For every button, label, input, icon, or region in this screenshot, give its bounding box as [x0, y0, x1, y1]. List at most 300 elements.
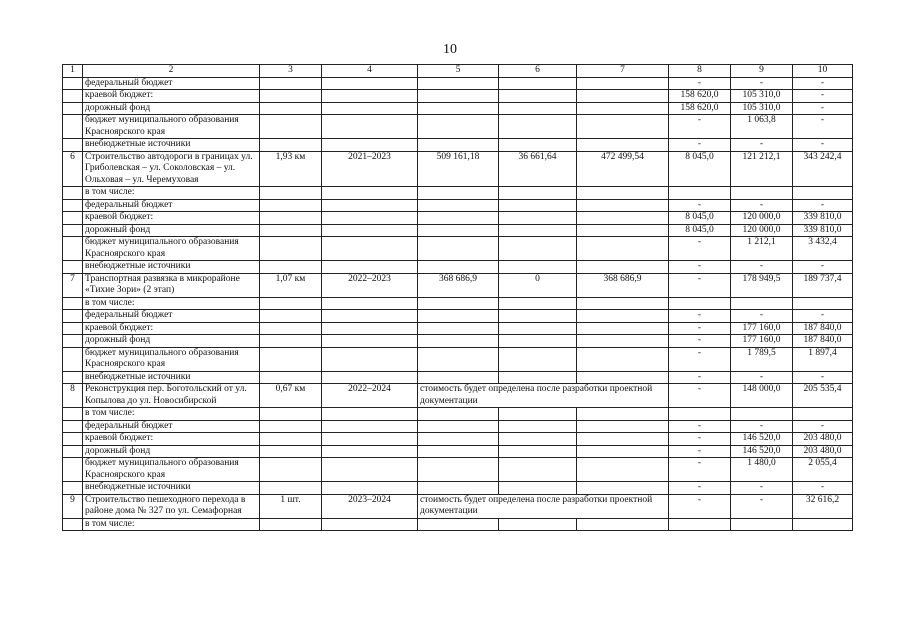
value-cell-2024: - — [793, 199, 853, 212]
header-cell: 4 — [322, 65, 418, 78]
period-cell — [322, 115, 418, 139]
sub-row — [63, 237, 853, 261]
capacity-cell — [260, 420, 322, 433]
remaining-cell: 472 499,54 — [577, 151, 669, 187]
item-name-cell: Транспортная развязка в микрорайоне «Тихие Зори» (2 этап) — [83, 273, 260, 297]
spent-cell — [499, 102, 577, 115]
value-cell-2023: 148 000,0 — [731, 384, 793, 408]
value-cell-2022: - — [669, 371, 731, 384]
item-name-cell: краевой бюджет: — [83, 212, 260, 225]
value-cell-2022 — [669, 187, 731, 200]
total-cost-cell — [418, 371, 499, 384]
spent-cell — [499, 237, 577, 261]
row-number-cell — [63, 371, 83, 384]
period-cell — [322, 297, 418, 310]
remaining-cell — [577, 297, 669, 310]
remaining-cell — [577, 102, 669, 115]
value-cell-2024: - — [793, 420, 853, 433]
value-cell-2023: - — [731, 199, 793, 212]
value-cell-2022: - — [669, 322, 731, 335]
capacity-cell — [260, 77, 322, 90]
remaining-cell — [577, 90, 669, 103]
remaining-cell — [577, 224, 669, 237]
sub-row — [63, 310, 853, 323]
value-cell-2024: 343 242,4 — [793, 151, 853, 187]
sub-row — [63, 199, 853, 212]
budget-table — [62, 64, 853, 531]
total-cost-cell — [418, 224, 499, 237]
value-cell-2023: - — [731, 310, 793, 323]
total-cost-cell — [418, 261, 499, 274]
item-name-cell: бюджет муниципального образования Красноярского края — [83, 458, 260, 482]
value-cell-2022: 8 045,0 — [669, 212, 731, 225]
value-cell-2022: - — [669, 237, 731, 261]
total-cost-cell — [418, 458, 499, 482]
row-number-cell — [63, 408, 83, 421]
remaining-cell — [577, 347, 669, 371]
spent-cell — [499, 77, 577, 90]
row-number-cell: 8 — [63, 384, 83, 408]
value-cell-2023: 146 520,0 — [731, 433, 793, 446]
total-cost-cell — [418, 77, 499, 90]
value-cell-2023: 121 212,1 — [731, 151, 793, 187]
row-number-cell — [63, 335, 83, 348]
row-number-cell — [63, 237, 83, 261]
item-name-cell: дорожный фонд — [83, 102, 260, 115]
value-cell-2024: 32 616,2 — [793, 494, 853, 518]
spent-cell — [499, 297, 577, 310]
value-cell-2022: - — [669, 310, 731, 323]
capacity-cell: 0,67 км — [260, 384, 322, 408]
row-number-cell — [63, 187, 83, 200]
period-cell — [322, 482, 418, 495]
item-name-cell: в том числе: — [83, 187, 260, 200]
value-cell-2023: 1 212,1 — [731, 237, 793, 261]
value-cell-2024: 1 897,4 — [793, 347, 853, 371]
value-cell-2024: 187 840,0 — [793, 322, 853, 335]
value-cell-2024 — [793, 408, 853, 421]
capacity-cell — [260, 408, 322, 421]
total-cost-cell: 509 161,18 — [418, 151, 499, 187]
spent-cell — [499, 408, 577, 421]
project-row — [63, 151, 853, 187]
remaining-cell — [577, 261, 669, 274]
spent-cell: 0 — [499, 273, 577, 297]
value-cell-2023: 177 160,0 — [731, 335, 793, 348]
total-cost-cell — [418, 115, 499, 139]
value-cell-2024: - — [793, 102, 853, 115]
value-cell-2024: 189 737,4 — [793, 273, 853, 297]
period-cell: 2022–2024 — [322, 384, 418, 408]
spent-cell — [499, 90, 577, 103]
value-cell-2024: 3 432,4 — [793, 237, 853, 261]
value-cell-2024: - — [793, 77, 853, 90]
project-row — [63, 273, 853, 297]
value-cell-2022: - — [669, 494, 731, 518]
spent-cell — [499, 482, 577, 495]
value-cell-2022: 8 045,0 — [669, 151, 731, 187]
sub-row — [63, 371, 853, 384]
spent-cell — [499, 322, 577, 335]
value-cell-2024: 203 480,0 — [793, 445, 853, 458]
period-cell — [322, 445, 418, 458]
value-cell-2023: 120 000,0 — [731, 212, 793, 225]
remaining-cell — [577, 371, 669, 384]
total-cost-cell — [418, 347, 499, 371]
spent-cell — [499, 261, 577, 274]
period-cell — [322, 139, 418, 152]
item-name-cell: в том числе: — [83, 408, 260, 421]
item-name-cell: бюджет муниципального образования Красноярского края — [83, 115, 260, 139]
item-name-cell: Реконструкция пер. Боготольский от ул. Копылова до ул. Новосибирской — [83, 384, 260, 408]
spent-cell — [499, 420, 577, 433]
item-name-cell: федеральный бюджет — [83, 199, 260, 212]
item-name-cell: краевой бюджет: — [83, 322, 260, 335]
value-cell-2024 — [793, 518, 853, 531]
remaining-cell — [577, 139, 669, 152]
remaining-cell — [577, 187, 669, 200]
spent-cell — [499, 310, 577, 323]
period-cell — [322, 212, 418, 225]
row-number-cell — [63, 199, 83, 212]
value-cell-2024: - — [793, 310, 853, 323]
value-cell-2022: - — [669, 273, 731, 297]
value-cell-2022: - — [669, 139, 731, 152]
total-cost-cell — [418, 335, 499, 348]
period-cell — [322, 187, 418, 200]
remaining-cell — [577, 212, 669, 225]
remaining-cell: 368 686,9 — [577, 273, 669, 297]
capacity-cell — [260, 187, 322, 200]
value-cell-2022: 8 045,0 — [669, 224, 731, 237]
row-number-cell: 7 — [63, 273, 83, 297]
sub-row — [63, 347, 853, 371]
value-cell-2022 — [669, 518, 731, 531]
capacity-cell — [260, 297, 322, 310]
total-cost-cell — [418, 237, 499, 261]
capacity-cell — [260, 237, 322, 261]
capacity-cell — [260, 199, 322, 212]
item-name-cell: федеральный бюджет — [83, 420, 260, 433]
total-cost-cell — [418, 420, 499, 433]
capacity-cell — [260, 371, 322, 384]
spent-cell — [499, 335, 577, 348]
sub-row — [63, 187, 853, 200]
remaining-cell — [577, 518, 669, 531]
row-number-cell — [63, 482, 83, 495]
row-number-cell — [63, 445, 83, 458]
sub-row — [63, 322, 853, 335]
row-number-cell — [63, 433, 83, 446]
row-number-cell — [63, 224, 83, 237]
sub-row — [63, 261, 853, 274]
value-cell-2024: 2 055,4 — [793, 458, 853, 482]
total-cost-cell — [418, 199, 499, 212]
total-cost-cell — [418, 139, 499, 152]
row-number-cell: 9 — [63, 494, 83, 518]
sub-row — [63, 77, 853, 90]
sub-row — [63, 297, 853, 310]
row-number-cell — [63, 297, 83, 310]
header-cell: 9 — [731, 65, 793, 78]
item-name-cell: внебюджетные источники — [83, 139, 260, 152]
row-number-cell — [63, 261, 83, 274]
capacity-cell — [260, 322, 322, 335]
sub-row — [63, 115, 853, 139]
value-cell-2023: 177 160,0 — [731, 322, 793, 335]
remaining-cell — [577, 458, 669, 482]
period-cell — [322, 90, 418, 103]
project-row — [63, 494, 853, 518]
sub-row — [63, 224, 853, 237]
capacity-cell — [260, 212, 322, 225]
value-cell-2024 — [793, 187, 853, 200]
item-name-cell: внебюджетные источники — [83, 371, 260, 384]
capacity-cell — [260, 90, 322, 103]
row-number-cell — [63, 420, 83, 433]
spent-cell — [499, 518, 577, 531]
sub-row — [63, 518, 853, 531]
total-cost-cell — [418, 310, 499, 323]
value-cell-2023 — [731, 187, 793, 200]
value-cell-2022: - — [669, 199, 731, 212]
period-cell — [322, 261, 418, 274]
value-cell-2024: 203 480,0 — [793, 433, 853, 446]
capacity-cell — [260, 261, 322, 274]
spent-cell — [499, 445, 577, 458]
period-cell — [322, 310, 418, 323]
project-row — [63, 384, 853, 408]
capacity-cell: 1,07 км — [260, 273, 322, 297]
value-cell-2024: - — [793, 261, 853, 274]
period-cell — [322, 237, 418, 261]
value-cell-2024: - — [793, 90, 853, 103]
value-cell-2023: 1 789,5 — [731, 347, 793, 371]
value-cell-2024: 339 810,0 — [793, 212, 853, 225]
remaining-cell — [577, 322, 669, 335]
value-cell-2023: 1 480,0 — [731, 458, 793, 482]
value-cell-2023: 178 949,5 — [731, 273, 793, 297]
item-name-cell: краевой бюджет: — [83, 433, 260, 446]
period-cell — [322, 102, 418, 115]
capacity-cell — [260, 347, 322, 371]
period-cell — [322, 458, 418, 482]
total-cost-cell — [418, 212, 499, 225]
value-cell-2022: - — [669, 482, 731, 495]
spent-cell — [499, 224, 577, 237]
value-cell-2022: 158 620,0 — [669, 102, 731, 115]
period-cell: 2022–2023 — [322, 273, 418, 297]
header-cell: 8 — [669, 65, 731, 78]
value-cell-2023: - — [731, 494, 793, 518]
value-cell-2023: 146 520,0 — [731, 445, 793, 458]
value-cell-2023: - — [731, 139, 793, 152]
spent-cell: 36 661,64 — [499, 151, 577, 187]
value-cell-2022: - — [669, 445, 731, 458]
remaining-cell — [577, 115, 669, 139]
row-number-cell — [63, 102, 83, 115]
value-cell-2024: 187 840,0 — [793, 335, 853, 348]
value-cell-2024: - — [793, 139, 853, 152]
period-cell — [322, 335, 418, 348]
row-number-cell — [63, 212, 83, 225]
capacity-cell — [260, 139, 322, 152]
value-cell-2023: 1 063,8 — [731, 115, 793, 139]
sub-row — [63, 90, 853, 103]
sub-row — [63, 433, 853, 446]
capacity-cell — [260, 102, 322, 115]
sub-row — [63, 482, 853, 495]
remaining-cell — [577, 445, 669, 458]
row-number-cell — [63, 347, 83, 371]
remaining-cell — [577, 433, 669, 446]
capacity-cell — [260, 518, 322, 531]
value-cell-2023: - — [731, 261, 793, 274]
spent-cell — [499, 139, 577, 152]
remaining-cell — [577, 237, 669, 261]
row-number-cell — [63, 518, 83, 531]
row-number-cell — [63, 322, 83, 335]
value-cell-2024: - — [793, 115, 853, 139]
item-name-cell: в том числе: — [83, 297, 260, 310]
value-cell-2022: - — [669, 77, 731, 90]
period-cell — [322, 420, 418, 433]
sub-row — [63, 420, 853, 433]
capacity-cell — [260, 482, 322, 495]
sub-row — [63, 139, 853, 152]
period-cell — [322, 322, 418, 335]
value-cell-2023: 120 000,0 — [731, 224, 793, 237]
value-cell-2024: 205 535,4 — [793, 384, 853, 408]
item-name-cell: внебюджетные источники — [83, 482, 260, 495]
remaining-cell — [577, 310, 669, 323]
period-cell — [322, 408, 418, 421]
period-cell — [322, 77, 418, 90]
row-number-cell — [63, 115, 83, 139]
remaining-cell — [577, 482, 669, 495]
capacity-cell — [260, 433, 322, 446]
item-name-cell: бюджет муниципального образования Красноярского края — [83, 237, 260, 261]
item-name-cell: в том числе: — [83, 518, 260, 531]
value-cell-2022: - — [669, 384, 731, 408]
value-cell-2023: - — [731, 420, 793, 433]
value-cell-2024: - — [793, 371, 853, 384]
period-cell — [322, 371, 418, 384]
total-cost-cell — [418, 322, 499, 335]
item-name-cell: дорожный фонд — [83, 224, 260, 237]
value-cell-2023 — [731, 297, 793, 310]
total-cost-cell: 368 686,9 — [418, 273, 499, 297]
capacity-cell — [260, 458, 322, 482]
item-name-cell: внебюджетные источники — [83, 261, 260, 274]
row-number-cell — [63, 458, 83, 482]
item-name-cell: дорожный фонд — [83, 445, 260, 458]
cost-note-cell: стоимость будет определена после разработки проектной документации — [418, 384, 669, 408]
total-cost-cell — [418, 408, 499, 421]
remaining-cell — [577, 408, 669, 421]
value-cell-2022 — [669, 297, 731, 310]
value-cell-2022 — [669, 408, 731, 421]
value-cell-2023: 105 310,0 — [731, 102, 793, 115]
sub-row — [63, 445, 853, 458]
capacity-cell: 1 шт. — [260, 494, 322, 518]
value-cell-2022: - — [669, 335, 731, 348]
value-cell-2022: - — [669, 420, 731, 433]
spent-cell — [499, 458, 577, 482]
row-number-cell — [63, 310, 83, 323]
header-cell: 2 — [83, 65, 260, 78]
item-name-cell: Строительство пешеходного перехода в районе дома № 327 по ул. Семафорная — [83, 494, 260, 518]
sub-row — [63, 102, 853, 115]
row-number-cell — [63, 139, 83, 152]
sub-row — [63, 335, 853, 348]
row-number-cell — [63, 90, 83, 103]
page-number: 10 — [443, 42, 457, 57]
value-cell-2024: - — [793, 482, 853, 495]
total-cost-cell — [418, 90, 499, 103]
spent-cell — [499, 187, 577, 200]
capacity-cell — [260, 115, 322, 139]
value-cell-2024 — [793, 297, 853, 310]
period-cell — [322, 224, 418, 237]
item-name-cell: бюджет муниципального образования Красноярского края — [83, 347, 260, 371]
capacity-cell — [260, 335, 322, 348]
value-cell-2023 — [731, 518, 793, 531]
value-cell-2023 — [731, 408, 793, 421]
total-cost-cell — [418, 445, 499, 458]
value-cell-2022: 158 620,0 — [669, 90, 731, 103]
item-name-cell: Строительство автодороги в границах ул. Гриболевская – ул. Соколовская – ул. Ольховая – ул. Черемуховая — [83, 151, 260, 187]
total-cost-cell — [418, 482, 499, 495]
item-name-cell: федеральный бюджет — [83, 310, 260, 323]
period-cell: 2023–2024 — [322, 494, 418, 518]
total-cost-cell — [418, 297, 499, 310]
item-name-cell: дорожный фонд — [83, 335, 260, 348]
capacity-cell — [260, 310, 322, 323]
remaining-cell — [577, 199, 669, 212]
sub-row — [63, 212, 853, 225]
spent-cell — [499, 212, 577, 225]
value-cell-2023: - — [731, 371, 793, 384]
item-name-cell: федеральный бюджет — [83, 77, 260, 90]
spent-cell — [499, 347, 577, 371]
spent-cell — [499, 433, 577, 446]
remaining-cell — [577, 77, 669, 90]
value-cell-2023: - — [731, 482, 793, 495]
period-cell — [322, 199, 418, 212]
total-cost-cell — [418, 433, 499, 446]
period-cell — [322, 347, 418, 371]
item-name-cell: краевой бюджет: — [83, 90, 260, 103]
total-cost-cell — [418, 518, 499, 531]
capacity-cell — [260, 224, 322, 237]
value-cell-2023: - — [731, 77, 793, 90]
header-cell: 7 — [577, 65, 669, 78]
value-cell-2024: 339 810,0 — [793, 224, 853, 237]
spent-cell — [499, 371, 577, 384]
header-cell: 10 — [793, 65, 853, 78]
cost-note-cell: стоимость будет определена после разработки проектной документации — [418, 494, 669, 518]
remaining-cell — [577, 420, 669, 433]
spent-cell — [499, 199, 577, 212]
sub-row — [63, 408, 853, 421]
value-cell-2022: - — [669, 433, 731, 446]
sub-row — [63, 458, 853, 482]
spent-cell — [499, 115, 577, 139]
value-cell-2022: - — [669, 347, 731, 371]
header-row — [63, 65, 853, 78]
header-cell: 6 — [499, 65, 577, 78]
